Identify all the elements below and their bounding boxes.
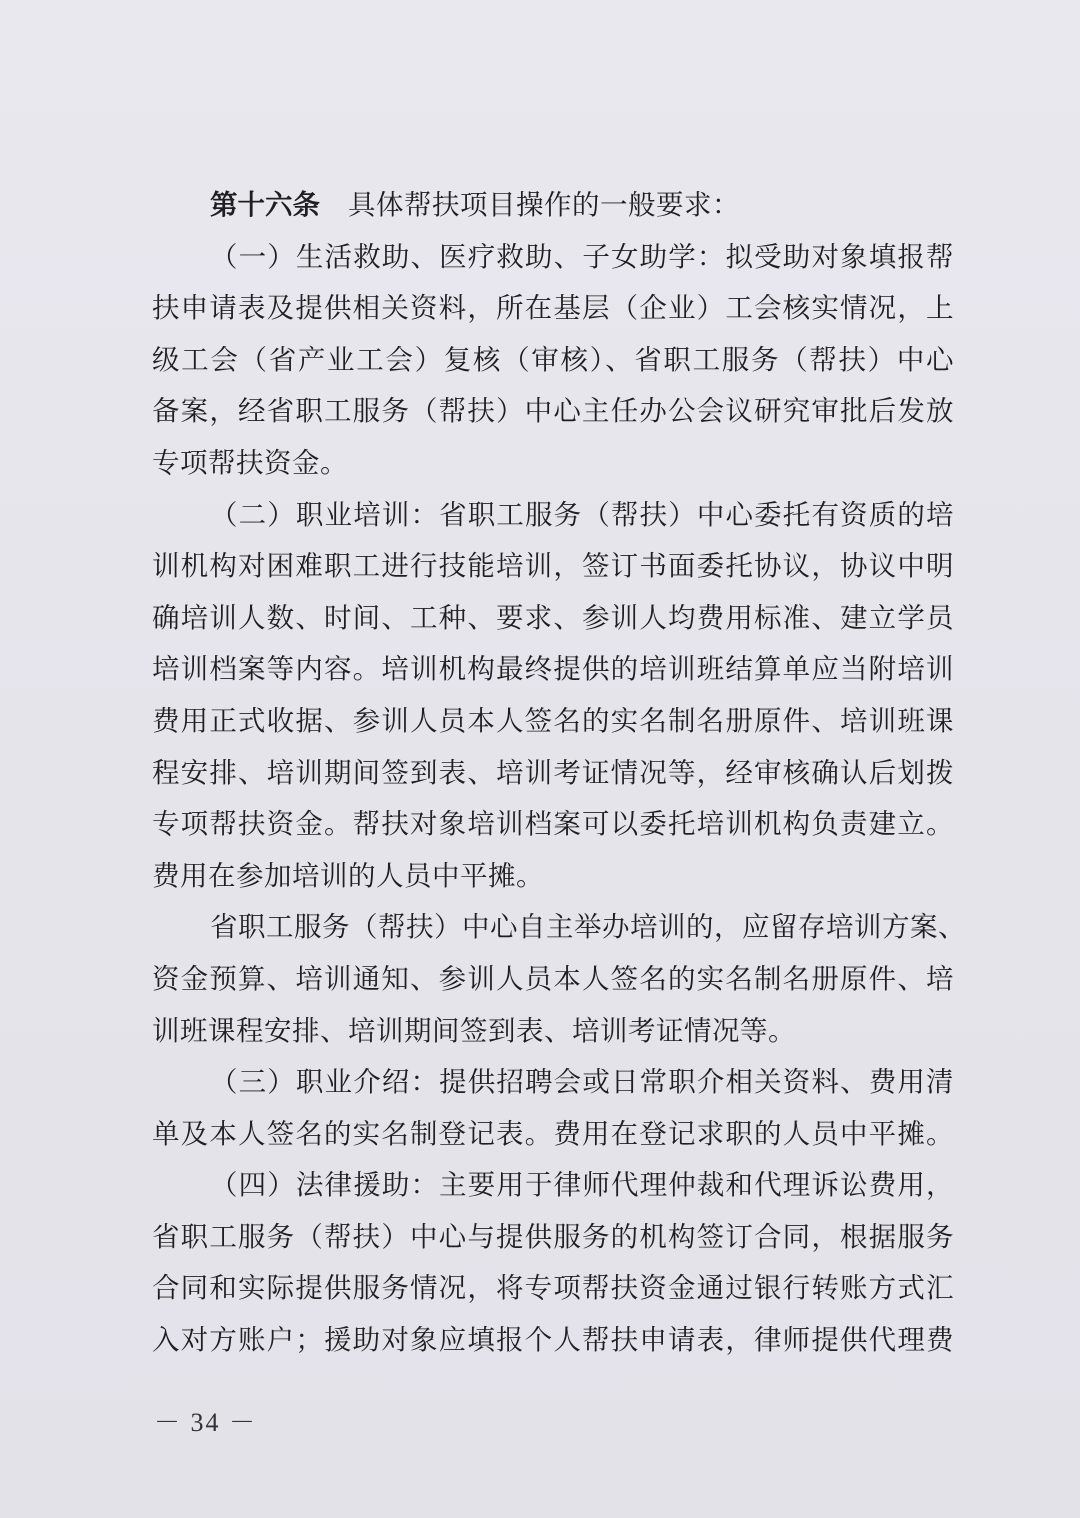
- text-line: 扶申请表及提供相关资料，所在基层（企业）工会核实情况，上: [152, 292, 954, 325]
- text-line: 训机构对困难职工进行技能培训，签订书面委托协议，协议中明: [152, 550, 954, 583]
- text-line: 费用在参加培训的人员中平摊。: [152, 859, 544, 892]
- text-line: 入对方账户；援助对象应填报个人帮扶申请表，律师提供代理费: [152, 1324, 954, 1357]
- text-line: 单及本人签名的实名制登记表。费用在登记求职的人员中平摊。: [152, 1117, 954, 1150]
- text-line: 专项帮扶资金。帮扶对象培训档案可以委托培训机构负责建立。: [152, 808, 954, 841]
- article-number: 第十六条: [210, 189, 320, 221]
- text-line: 训班课程安排、培训期间签到表、培训考证情况等。: [152, 1014, 796, 1047]
- page-number: － 34 －: [154, 1408, 258, 1437]
- text-line: 资金预算、培训通知、参训人员本人签名的实名制名册原件、培: [152, 962, 954, 995]
- text-line: 确培训人数、时间、工种、要求、参训人均费用标准、建立学员: [152, 601, 954, 634]
- text-line: 省职工服务（帮扶）中心自主举办培训的，应留存培训方案、: [210, 911, 966, 944]
- text-line: 合同和实际提供服务情况，将专项帮扶资金通过银行转账方式汇: [152, 1272, 954, 1305]
- text-line: 专项帮扶资金。: [152, 446, 348, 479]
- text-line: （二）职业培训：省职工服务（帮扶）中心委托有资质的培: [210, 498, 954, 531]
- text-line: 费用正式收据、参训人员本人签名的实名制名册原件、培训班课: [152, 704, 954, 737]
- text-line: 培训档案等内容。培训机构最终提供的培训班结算单应当附培训: [152, 653, 954, 686]
- text-line: （四）法律援助：主要用于律师代理仲裁和代理诉讼费用，: [210, 1169, 954, 1202]
- text-line: 程安排、培训期间签到表、培训考证情况等，经审核确认后划拨: [152, 756, 954, 789]
- text-line: 备案，经省职工服务（帮扶）中心主任办公会议研究审批后发放: [152, 395, 954, 428]
- text-line: （三）职业介绍：提供招聘会或日常职介相关资料、费用清: [210, 1066, 954, 1099]
- article-heading-line: [152, 180, 954, 232]
- text-line: 级工会（省产业工会）复核（审核）、省职工服务（帮扶）中心: [152, 343, 954, 376]
- text-line: 省职工服务（帮扶）中心与提供服务的机构签订合同，根据服务: [152, 1220, 954, 1253]
- text-line: （一）生活救助、医疗救助、子女助学：拟受助对象填报帮: [210, 240, 954, 273]
- article-intro: 具体帮扶项目操作的一般要求：: [348, 189, 740, 221]
- document-body: [152, 180, 966, 1367]
